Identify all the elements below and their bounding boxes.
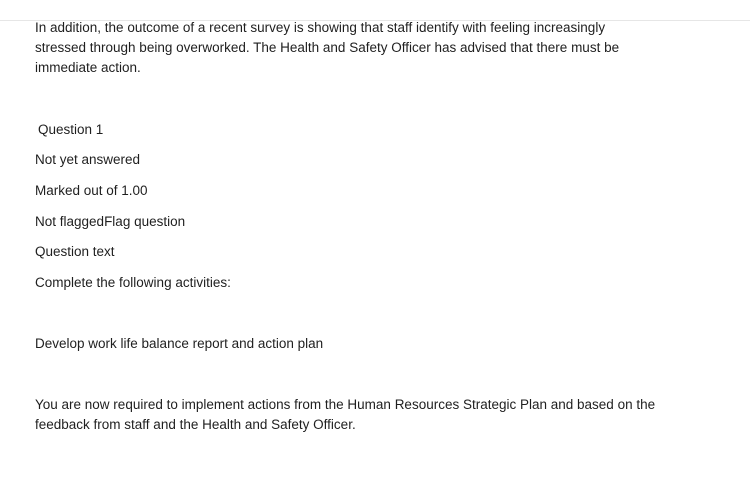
- question-grade: Marked out of 1.00: [35, 183, 148, 198]
- intro-line-2: stressed through being overworked. The Health and Safety Officer has advised that there must be: [35, 40, 620, 55]
- question-text-label: Question text: [35, 244, 115, 259]
- intro-line-3: immediate action.: [35, 60, 141, 75]
- flag-question-link[interactable]: Flag question: [104, 214, 186, 229]
- question-task-paragraph: [35, 395, 715, 435]
- question-instruction: Complete the following activities:: [35, 275, 231, 290]
- intro-paragraph: [35, 18, 715, 78]
- task-line-2: feedback from staff and the Health and Safety Officer.: [35, 417, 356, 432]
- question-state: Not yet answered: [35, 152, 141, 167]
- question-activity: Develop work life balance report and action plan: [35, 336, 324, 351]
- intro-line-1: In addition, the outcome of a recent survey is showing that staff identify with feeling increasingly: [35, 20, 606, 35]
- task-line-1: You are now required to implement actions from the Human Resources Strategic Plan and based on the: [35, 397, 656, 412]
- question-flag: [35, 212, 185, 232]
- flag-status: Not flagged: [35, 214, 105, 229]
- question-number: Question 1: [38, 122, 104, 137]
